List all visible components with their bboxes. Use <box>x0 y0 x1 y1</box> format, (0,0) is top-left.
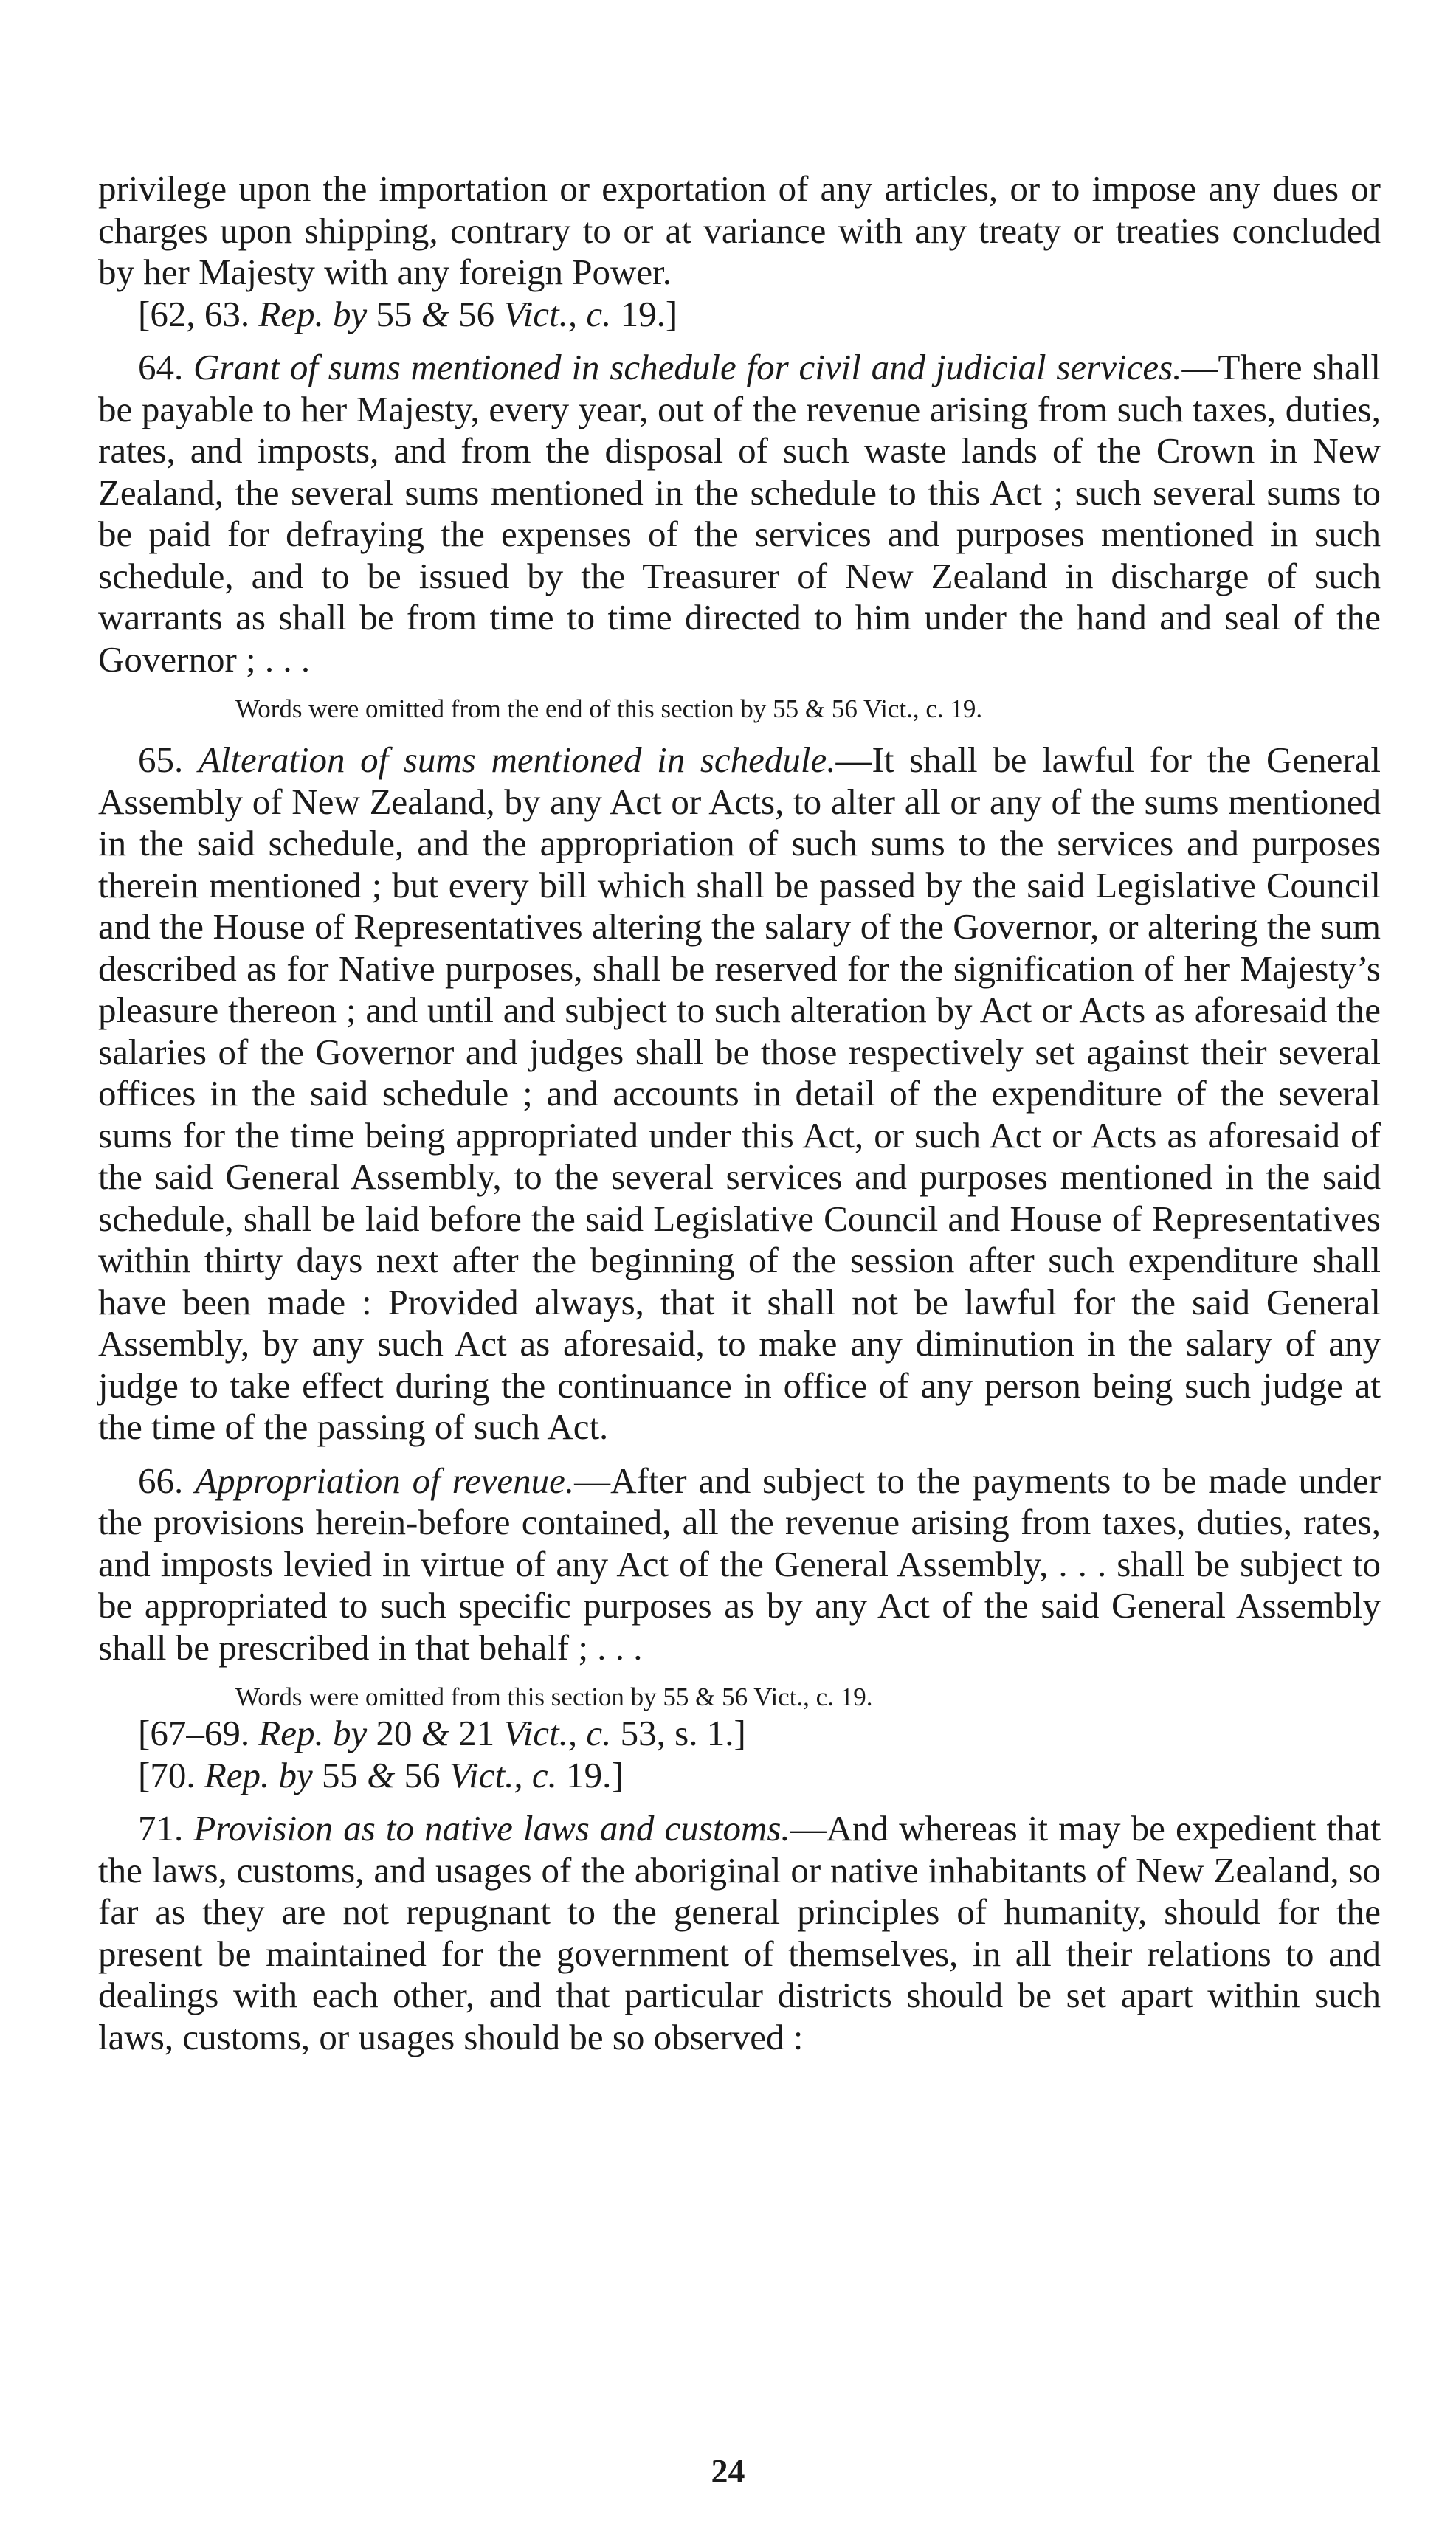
repeal-note-62-63 <box>98 294 1381 336</box>
continuation-text: privilege upon the importation or exportation of any articles, or to impose any dues or charges upon shipping, contrary to or at variance with any treaty or treaties concluded by her Majesty with any foreign Power. <box>98 168 1381 292</box>
repeal-label: Rep. by <box>258 293 368 334</box>
repeal-tail: 19.] <box>566 1754 624 1795</box>
section-heading: Appropriation of revenue. <box>195 1460 575 1501</box>
act-year-b: 21 <box>458 1713 495 1753</box>
heading-dash: — <box>1181 347 1218 387</box>
act-year-a: 55 <box>322 1754 359 1795</box>
heading-dash: — <box>574 1460 611 1501</box>
section-heading: Grant of sums mentioned in schedule for civil and judicial services. <box>193 347 1182 387</box>
act-year-a: 20 <box>376 1713 413 1753</box>
repeal-tail: 53, s. 1.] <box>620 1713 746 1753</box>
section-64-note: Words were omitted from the end of this section by 55 & 56 Vict., c. 19. <box>235 694 983 723</box>
repeal-number: [67–69. <box>138 1713 250 1753</box>
vict-chapter: Vict., c. <box>449 1754 557 1795</box>
section-heading: Provision as to native laws and customs. <box>193 1808 790 1849</box>
ampersand: & <box>421 1713 449 1753</box>
section-number: 64. <box>138 347 184 387</box>
ampersand: & <box>421 293 449 334</box>
section-number: 65. <box>138 739 184 780</box>
section-body: After and subject to the payments to be made under the provisions herein-before contained, all the revenue arising from taxes, duties, rates, and imposts levied in virtue of any Act of the General Assembly, . . . shall be subject to be appropriated to such specific purposes as by any Act of the said General Assembly shall be prescribed in that behalf ; . . . <box>98 1460 1381 1668</box>
repeal-note-67-69 <box>98 1713 1381 1755</box>
act-year-a: 55 <box>376 293 413 334</box>
section-body: And whereas it may be expedient that the laws, customs, and usages of the aboriginal or native inhabitants of New Zealand, so far as they are not repugnant to the general principles of humanity, should for the present be maintained for the government of themselves, in all their relations to and dealings with each other, and that particular districts should be set apart within such laws, customs, or usages should be so observed : <box>98 1808 1381 2057</box>
section-number: 71. <box>138 1808 184 1849</box>
heading-dash: — <box>790 1808 827 1849</box>
section-body: It shall be lawful for the General Assembly of New Zealand, by any Act or Acts, to alter all or any of the sums mentioned in the said schedule, and the appropriation of such sums to the services and purposes therein mentioned ; but every bill which shall be passed by the said Legislative Council and the House of Representatives altering the salary of the Governor, or altering the sum described as for Native purposes, shall be reserved for the signification of her Majesty’s pleasure thereon ; and until and subject to such alteration by Act or Acts as aforesaid the salaries of the Governor and judges shall be those respectively set against their several offices in the said schedule ; and accounts in detail of the expenditure of the several sums for the time being appropriated under this Act, or such Act or Acts as aforesaid of the said General Assembly, to the several services and purposes mentioned in the said schedule, shall be laid before the said Legislative Council and House of Representatives within thirty days next after the beginning of the session after such expenditure shall have been made : Provided always, that it shall not be lawful for the said General Assembly, by any such Act as aforesaid, to make any diminution in the salary of any judge to take effect during the continuance in office of any person being such judge at the time of the passing of such Act. <box>98 739 1381 1447</box>
repeal-label: Rep. by <box>204 1754 313 1795</box>
repeal-tail: 19.] <box>620 293 678 334</box>
vict-chapter: Vict., c. <box>503 1713 612 1753</box>
repeal-label: Rep. by <box>258 1713 368 1753</box>
act-year-b: 56 <box>404 1754 441 1795</box>
section-66 <box>98 1460 1381 1669</box>
repeal-number: [62, 63. <box>138 293 250 334</box>
section-71 <box>98 1808 1381 2058</box>
section-body: There shall be payable to her Majesty, every year, out of the revenue arising from such taxes, duties, rates, and imposts, and from the disposal of such waste lands of the Crown in New Zealand, the several sums mentioned in the schedule to this Act ; such several sums to be paid for defraying the expenses of the services and purposes mentioned in such schedule, and to be issued by the Treasurer of New Zealand in discharge of such warrants as shall be from time to time directed to him under the hand and seal of the Governor ; . . . <box>98 347 1381 680</box>
section-64 <box>98 347 1381 680</box>
vict-chapter: Vict., c. <box>503 293 612 334</box>
repeal-number: [70. <box>138 1754 196 1795</box>
page-number: 24 <box>711 2452 745 2490</box>
section-65 <box>98 739 1381 1449</box>
act-year-b: 56 <box>458 293 495 334</box>
heading-dash: — <box>835 739 872 780</box>
continuation-paragraph <box>98 168 1381 294</box>
section-66-note: Words were omitted from this section by 55 & 56 Vict., c. 19. <box>235 1682 873 1711</box>
statute-page <box>98 168 1381 2058</box>
ampersand: & <box>367 1754 396 1795</box>
section-heading: Alteration of sums mentioned in schedule. <box>198 739 836 780</box>
section-number: 66. <box>138 1460 184 1501</box>
repeal-note-70 <box>98 1755 1381 1797</box>
